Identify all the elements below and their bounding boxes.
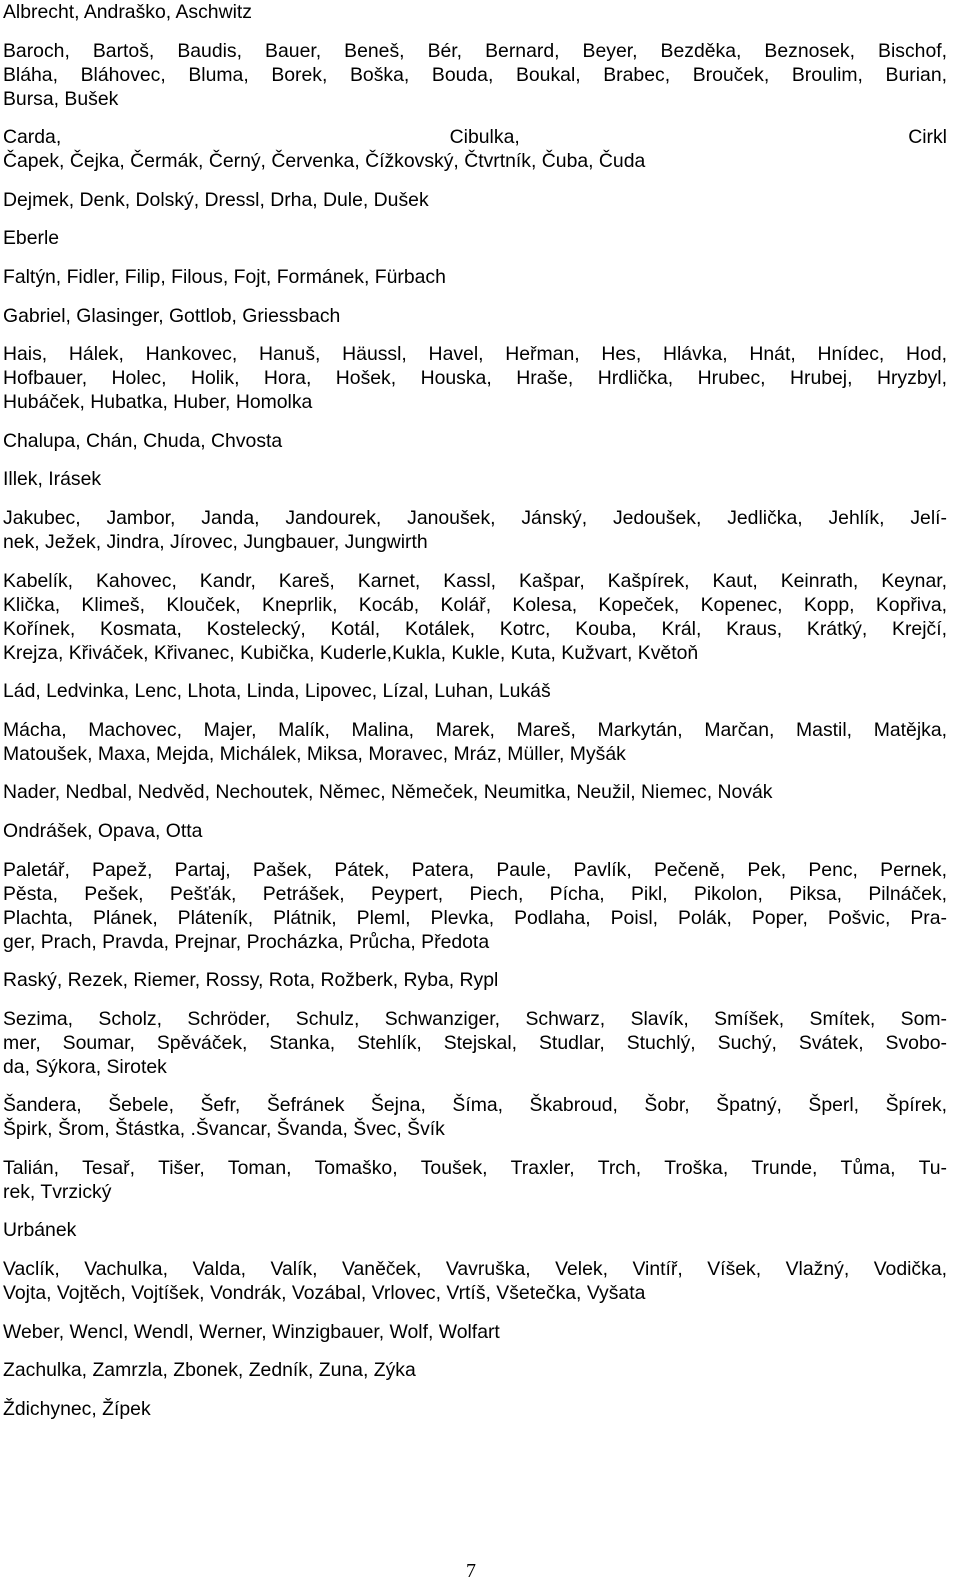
surname-line: Kořínek, Kosmata, Kostelecký, Kotál, Kotálek, Kotrc, Kouba, Král, Kraus, Krátký, Krejčí, [3, 617, 947, 640]
surname-line: Nader, Nedbal, Nedvěd, Nechoutek, Němec, Němeček, Neumitka, Neužil, Niemec, Novák [3, 781, 773, 804]
surname-paragraph [3, 813, 947, 852]
surname-paragraph [3, 423, 947, 462]
surname-line: Paletář, Papež, Partaj, Pašek, Pátek, Patera, Paule, Pavlík, Pečeně, Pek, Penc, Pernek, [3, 858, 947, 881]
surname-line: Bursa, Bušek [3, 87, 119, 110]
page-number: 7 [466, 1560, 476, 1582]
surname-paragraph [3, 852, 947, 963]
surname-paragraph [3, 1001, 947, 1088]
surname-line: Dejmek, Denk, Dolský, Dressl, Drha, Dule, Dušek [3, 188, 429, 211]
surname-line: Faltýn, Fidler, Filip, Filous, Fojt, Formánek, Fürbach [3, 265, 446, 288]
surname-line: Bláha, Bláhovec, Bluma, Borek, Boška, Bouda, Boukal, Brabec, Brouček, Broulim, Burian, [3, 63, 947, 86]
surname-line: Ždichynec, Žípek [3, 1397, 151, 1420]
surname-paragraph [3, 1212, 947, 1251]
surname-line: Zachulka, Zamrzla, Zbonek, Zedník, Zuna, Zýka [3, 1359, 416, 1382]
surname-line: mer, Soumar, Spěváček, Stanka, Stehlík, Stejskal, Studlar, Stuchlý, Suchý, Svátek, Svobo- [3, 1031, 947, 1054]
surname-paragraph [3, 673, 947, 712]
surname-line: Krejza, Křiváček, Křivanec, Kubička, Kuderle,Kukla, Kukle, Kuta, Kužvart, Květoň [3, 641, 699, 664]
surname-paragraph [3, 1314, 947, 1353]
surname-paragraph [3, 461, 947, 500]
surname-line: Sezima, Scholz, Schröder, Schulz, Schwanziger, Schwarz, Slavík, Smíšek, Smítek, Som- [3, 1007, 947, 1030]
surname-line: Lád, Ledvinka, Lenc, Lhota, Linda, Lipovec, Lízal, Luhan, Lukáš [3, 680, 551, 703]
surname-line: Plachta, Plánek, Pláteník, Plátnik, Pleml, Plevka, Podlaha, Poisl, Polák, Poper, Pošvic, Pra- [3, 906, 947, 929]
surname-paragraph [3, 119, 947, 182]
surname-line: Pěsta, Pešek, Pešťák, Petrášek, Peypert, Piech, Pícha, Pikl, Pikolon, Piksa, Pilnáček, [3, 882, 947, 905]
surname-paragraph [3, 1251, 947, 1314]
surname-line: Baroch, Bartoš, Baudis, Bauer, Beneš, Bér, Bernard, Beyer, Bezděka, Beznosek, Bischof, [3, 39, 947, 62]
surname-line: Weber, Wencl, Wendl, Werner, Winzigbauer, Wolf, Wolfart [3, 1320, 500, 1343]
surname-line: Talián, Tesař, Tišer, Toman, Tomaško, Toušek, Traxler, Trch, Troška, Trunde, Tůma, Tu- [3, 1156, 947, 1179]
surname-line: Carda, Cibulka, Cirkl [3, 126, 947, 149]
surname-line: Eberle [3, 227, 60, 250]
surname-line: Klička, Klimeš, Klouček, Kneprlik, Kocáb, Kolář, Kolesa, Kopeček, Kopenec, Kopp, Kopřiva, [3, 593, 947, 616]
surname-line: Hubáček, Hubatka, Huber, Homolka [3, 391, 313, 414]
surname-paragraph [3, 220, 947, 259]
surname-paragraph [3, 0, 947, 33]
surname-paragraph [3, 1150, 947, 1213]
surname-list [3, 0, 947, 1429]
surname-paragraph [3, 336, 947, 423]
surname-line: da, Sýkora, Sirotek [3, 1055, 167, 1078]
surname-paragraph [3, 33, 947, 120]
surname-line: Gabriel, Glasinger, Gottlob, Griessbach [3, 304, 341, 327]
surname-line: ger, Prach, Pravda, Prejnar, Procházka, Průcha, Předota [3, 930, 490, 953]
surname-line: nek, Ježek, Jindra, Jírovec, Jungbauer, Jungwirth [3, 530, 428, 553]
surname-paragraph [3, 182, 947, 221]
surname-line: rek, Tvrzický [3, 1180, 112, 1203]
surname-line: Hais, Hálek, Hankovec, Hanuš, Häussl, Havel, Heřman, Hes, Hlávka, Hnát, Hnídec, Hod, [3, 343, 947, 366]
surname-paragraph [3, 298, 947, 337]
surname-line: Raský, Rezek, Riemer, Rossy, Rota, Rožberk, Ryba, Rypl [3, 969, 499, 992]
surname-line: Vaclík, Vachulka, Valda, Valík, Vaněček, Vavruška, Velek, Vintíř, Víšek, Vlažný, Vodička, [3, 1258, 947, 1281]
surname-paragraph [3, 962, 947, 1001]
surname-paragraph [3, 1391, 947, 1430]
surname-line: Čapek, Čejka, Čermák, Černý, Červenka, Čížkovský, Čtvrtník, Čuba, Čuda [3, 150, 646, 173]
surname-line: Ondrášek, Opava, Otta [3, 819, 203, 842]
surname-line: Matoušek, Maxa, Mejda, Michálek, Miksa, Moravec, Mráz, Müller, Myšák [3, 742, 626, 765]
surname-paragraph [3, 500, 947, 563]
surname-line: Jakubec, Jambor, Janda, Jandourek, Janoušek, Jánský, Jedoušek, Jedlička, Jehlík, Jelí- [3, 506, 947, 529]
surname-paragraph [3, 712, 947, 775]
surname-line: Chalupa, Chán, Chuda, Chvosta [3, 429, 283, 452]
surname-paragraph [3, 774, 947, 813]
surname-line: Urbánek [3, 1219, 77, 1242]
surname-paragraph [3, 1352, 947, 1391]
surname-line: Illek, Irásek [3, 468, 102, 491]
surname-line: Vojta, Vojtěch, Vojtíšek, Vondrák, Vozábal, Vrlovec, Vrtíš, Všetečka, Vyšata [3, 1282, 646, 1305]
surname-line: Kabelík, Kahovec, Kandr, Kareš, Karnet, Kassl, Kašpar, Kašpírek, Kaut, Keinrath, Keynar, [3, 569, 947, 592]
surname-paragraph [3, 1087, 947, 1150]
surname-paragraph [3, 563, 947, 674]
surname-paragraph [3, 259, 947, 298]
surname-line: Albrecht, Andraško, Aschwitz [3, 1, 252, 23]
surname-line: Hofbauer, Holec, Holik, Hora, Hošek, Houska, Hraše, Hrdlička, Hrubec, Hrubej, Hryzbyl, [3, 367, 947, 390]
surname-line: Špirk, Šrom, Štástka, .Švancar, Švanda, Švec, Švík [3, 1118, 445, 1141]
surname-line: Mácha, Machovec, Majer, Malík, Malina, Marek, Mareš, Markytán, Marčan, Mastil, Matějka, [3, 718, 947, 741]
surname-line: Šandera, Šebele, Šefr, Šefránek Šejna, Šíma, Škabroud, Šobr, Špatný, Šperl, Špírek, [3, 1094, 947, 1117]
